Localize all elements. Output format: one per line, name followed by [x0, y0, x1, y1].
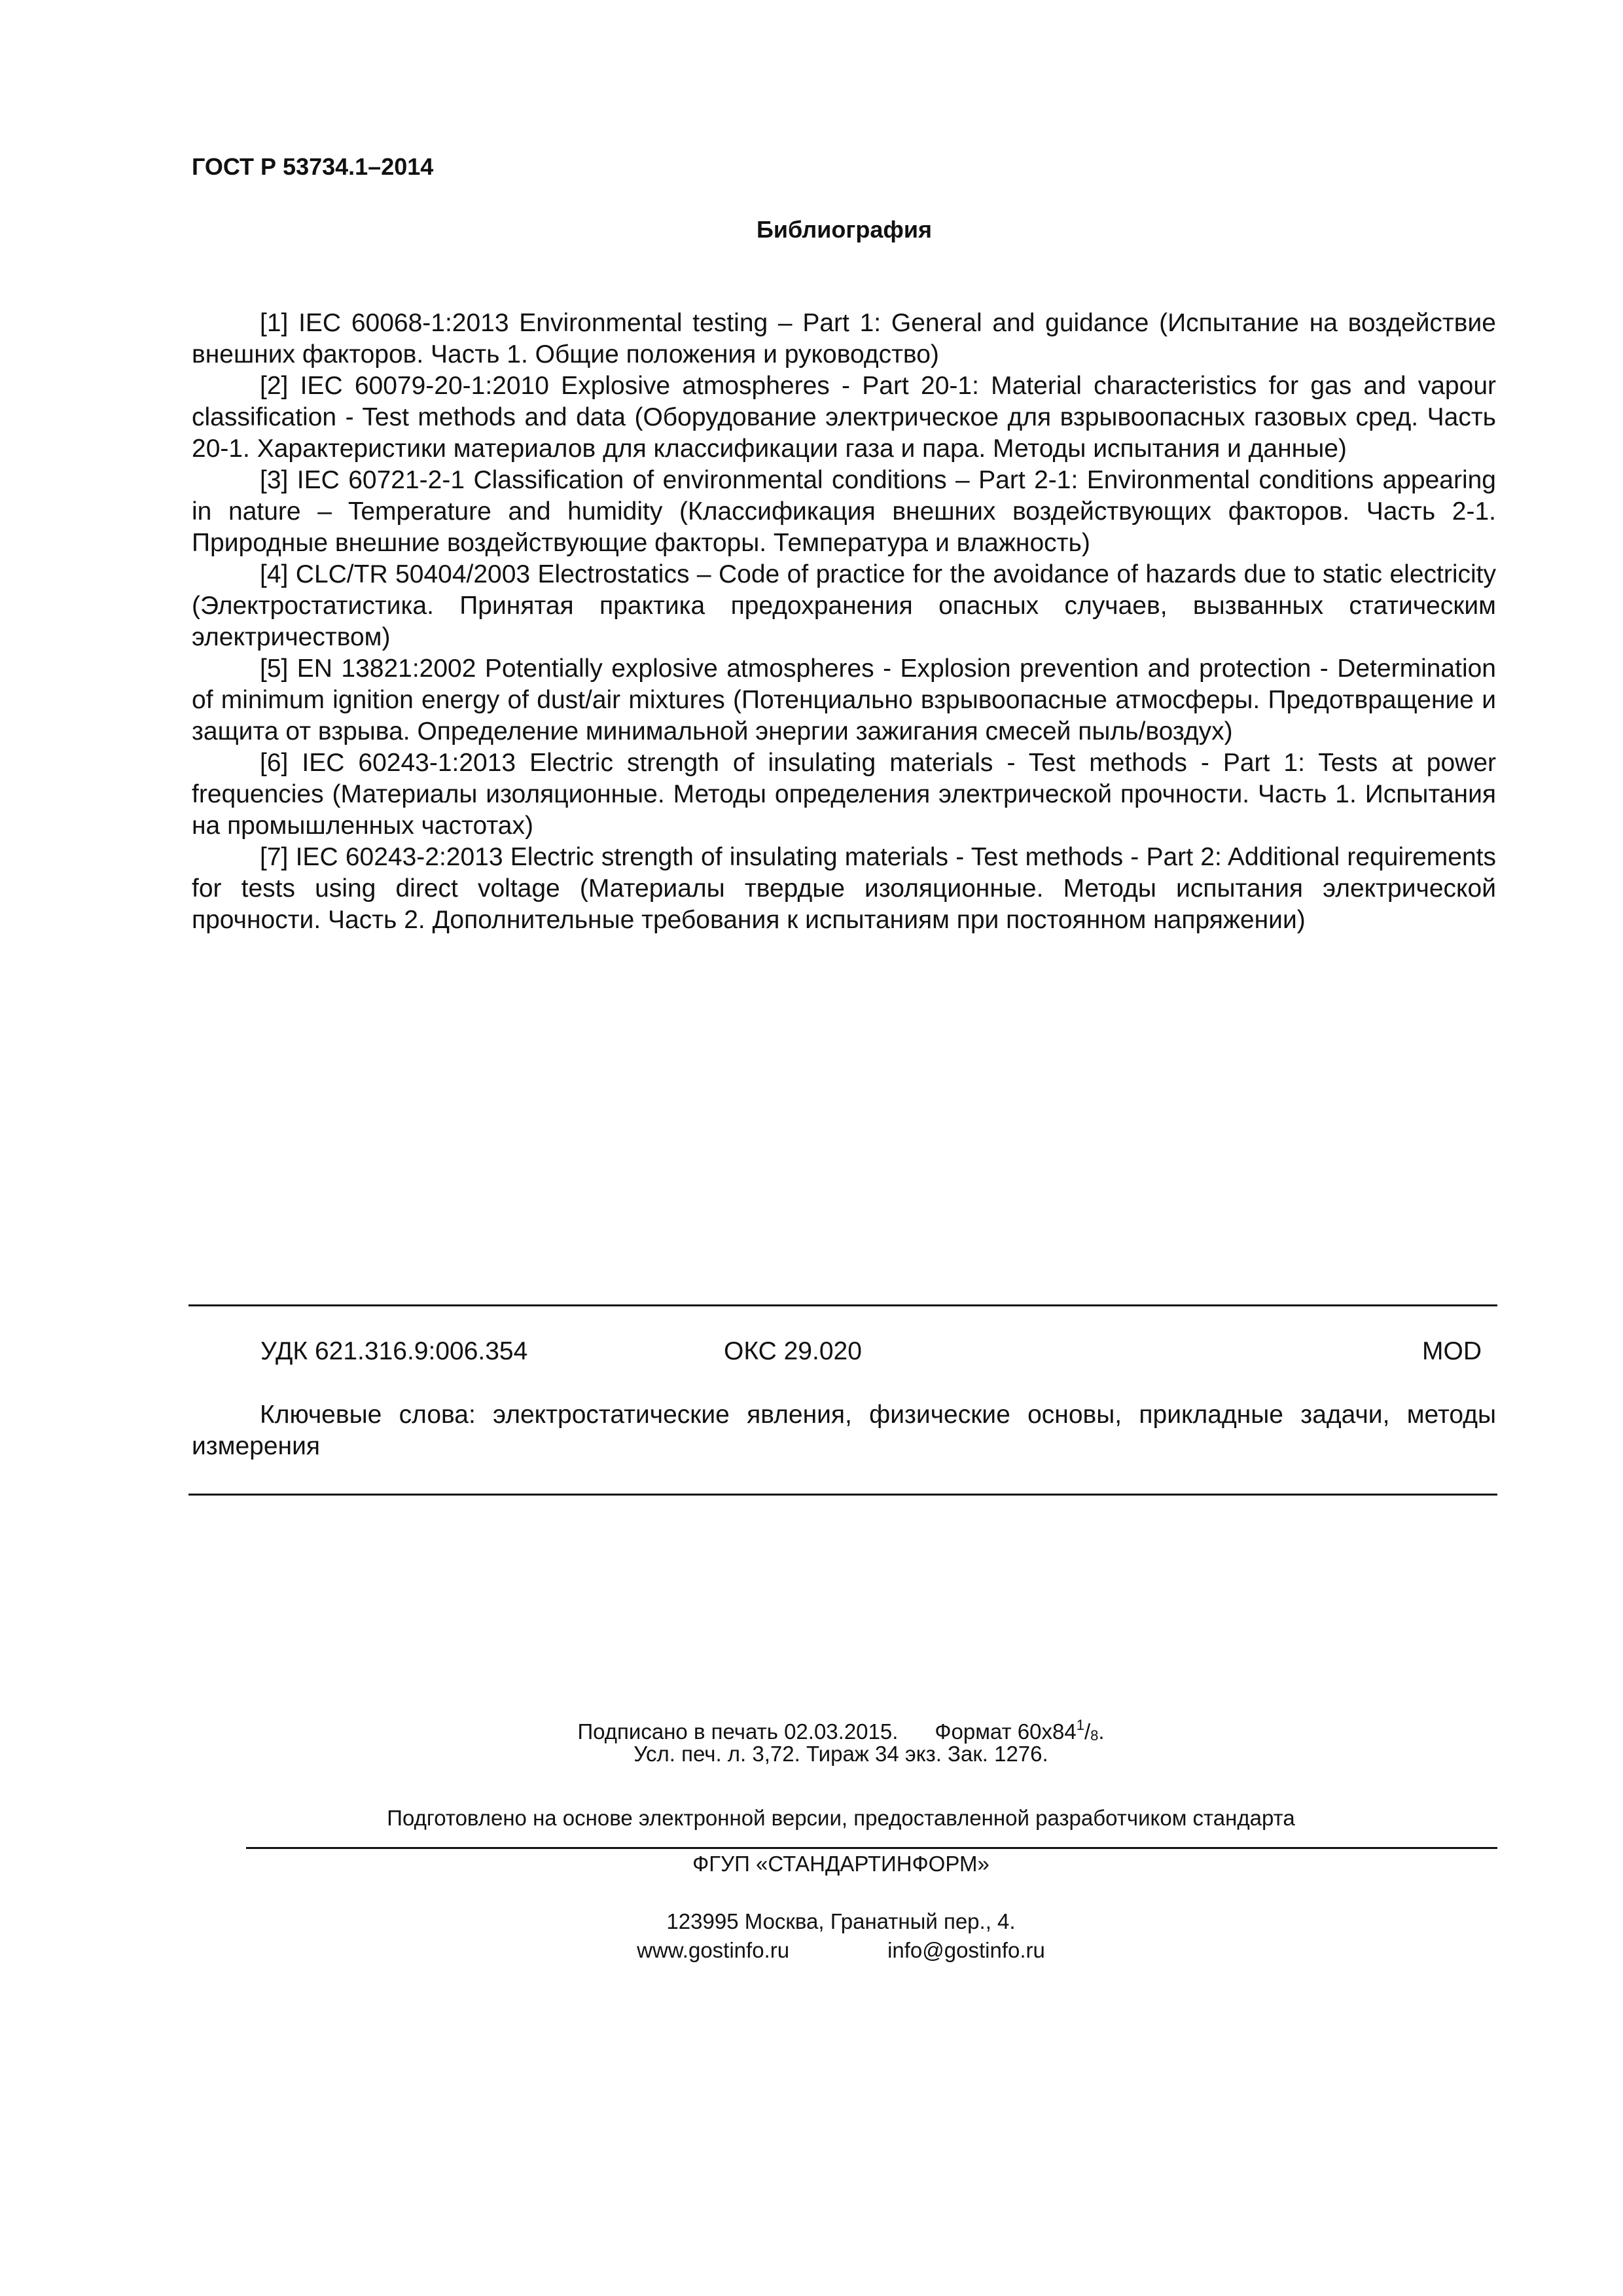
publisher-contacts [0, 1936, 1623, 1965]
mod-label: MOD [1422, 1337, 1482, 1365]
publisher-name: ФГУП «СТАНДАРТИНФОРМ» [692, 1852, 990, 1876]
format-sup: 1 [1076, 1717, 1084, 1733]
imprint-signed-line: Подписано в печать 02.03.2015. Формат $60х84^1/_8$. [577, 1717, 1105, 1744]
document-code: ГОСТ Р 53734.1–2014 [192, 153, 434, 180]
signed-date: Подписано в печать 02.03.2015. [577, 1719, 899, 1744]
publisher-address: 123995 Москва, Гранатный пер., 4. [666, 1909, 1016, 1933]
bibliography-entry: [4] CLC/TR 50404/2003 Electrostatics – Code of practice for the avoidance of hazards due to static electricity (Электростатистика. Принятая практика предохранения опасных случаев, вызванных статическим электричеством) [192, 560, 1496, 651]
oks-code: ОКС 29.020 [724, 1337, 862, 1365]
divider-top [188, 1304, 1497, 1306]
divider-bottom [188, 1494, 1497, 1496]
bibliography-list [192, 308, 1496, 936]
keywords-text: Ключевые слова: электростатические явления, физические основы, прикладные задачи, методы измерения [192, 1401, 1496, 1460]
format-label: Формат 60х84 [935, 1719, 1077, 1744]
print-info: Усл. печ. л. 3,72. Тираж 34 экз. Зак. 1276. [633, 1742, 1048, 1766]
bibliography-entry: [2] IEC 60079-20-1:2010 Explosive atmospheres - Part 20-1: Material characteristics for gas and vapour classification - Test methods and data (Оборудование электрическое для взрывоопасных газовых сред. Часть 20-1. Характеристики материалов для классификации газа и пара. Методы испытания и данные) [192, 372, 1496, 463]
udk-code: УДК 621.316.9:006.354 [260, 1337, 528, 1365]
bibliography-title: Библиография [757, 216, 932, 243]
bibliography-entry: [5] EN 13821:2002 Potentially explosive atmospheres - Explosion prevention and protection - Determination of minimum ignition energy of dust/air mixtures (Потенциально взрывоопасные атмосферы. Предотвращение и защита от взрыва. Определение минимальной энергии зажигания смесей пыль/воздух) [192, 655, 1496, 745]
bibliography-entry: [7] IEC 60243-2:2013 Electric strength of insulating materials - Test methods - Part 2: Additional requirements for tests using direct voltage (Материалы твердые изоляционные. Методы испытания электрической прочности. Часть 2. Дополнительные требования к испытаниям при постоянном напряжении) [192, 843, 1496, 934]
prepared-note: Подготовлено на основе электронной версии, предоставленной разработчиком стандарта [387, 1806, 1295, 1830]
publisher-divider [246, 1847, 1497, 1849]
bibliography-entry: [3] IEC 60721-2-1 Classification of environmental conditions – Part 2-1: Environmental conditions appearing in nature – Temperature and humidity (Классификация внешних воздействующих факторов. Часть 2-1. Природные внешние воздействующие факторы. Температура и влажность) [192, 466, 1496, 557]
email-link[interactable]: info@gostinfo.ru [887, 1938, 1045, 1962]
bibliography-entry: [1] IEC 60068-1:2013 Environmental testing – Part 1: General and guidance (Испытание на воздействие внешних факторов. Часть 1. Общие положения и руководство) [192, 309, 1496, 368]
format-sub: 8 [1090, 1727, 1099, 1744]
bibliography-entry: [6] IEC 60243-1:2013 Electric strength of insulating materials - Test methods - Part 1: Tests at power frequencies (Материалы изоляционные. Методы определения электрической прочности. Часть 1. Испытания на промышленных частотах) [192, 749, 1496, 840]
keywords-block [192, 1399, 1496, 1462]
website-link[interactable]: www.gostinfo.ru [637, 1938, 790, 1962]
